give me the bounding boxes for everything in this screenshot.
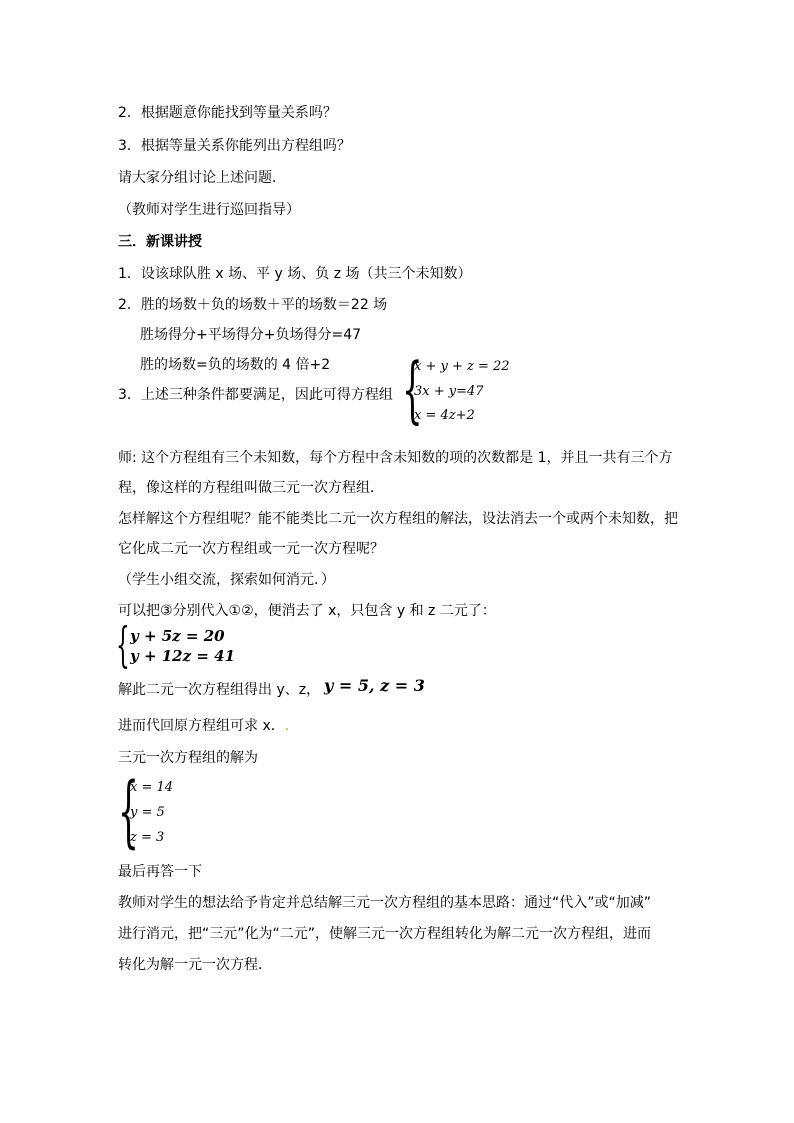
system3-eq2: y = 5 (130, 805, 165, 820)
point-1: 1．设该球队胜 x 场、平 y 场、负 z 场（共三个未知数） (118, 266, 472, 282)
system1-eq1: x + y + z = 22 (414, 359, 510, 374)
point-2: 2．胜的场数＋负的场数＋平的场数＝22 场 (118, 297, 388, 313)
how-line-1: 怎样解这个方程组呢？能不能类比二元一次方程组的解法，设法消去一个或两个未知数，把 (118, 511, 678, 527)
substitute-line: 可以把③分别代入①②，便消去了 x，只包含 y 和 z 二元了： (118, 603, 496, 619)
question-3: 3．根据等量关系你能列出方程组吗？ (118, 138, 351, 154)
how-line-2: 它化成二元一次方程组或一元一次方程呢？ (118, 541, 384, 557)
system3-eq1: x = 14 (130, 780, 174, 795)
summary-line-1: 教师对学生的想法给予肯定并总结解三元一次方程组的基本思路：通过“代入”或“加减” (118, 895, 652, 911)
point-3: 3．上述三种条件都要满足，因此可得方程组 (118, 387, 393, 403)
discuss-text: 请大家分组讨论上述问题． (118, 170, 286, 186)
yz-solution: y = 5, z = 3 (324, 676, 425, 695)
brace-system-1: { (402, 347, 423, 431)
point-2a: 胜场得分+平场得分+负场得分=47 (140, 327, 362, 343)
brace-system-3: { (118, 767, 139, 857)
solve-line: 解此二元一次方程组得出 y、z， (118, 682, 321, 698)
question-2: 2．根据题意你能找到等量关系吗？ (118, 105, 337, 121)
brace-system-2: { (116, 617, 130, 673)
stray-dot: . (284, 718, 290, 734)
system1-eq2: 3x + y=47 (414, 384, 484, 399)
point-2b: 胜的场数=负的场数的 4 倍+2 (140, 357, 331, 373)
summary-line-2: 进行消元，把“三元”化为“二元”，使解三元一次方程组转化为解二元一次方程组，进而 (118, 926, 652, 942)
system3-eq3: z = 3 (130, 830, 165, 845)
system1-eq3: x = 4z+2 (414, 408, 475, 423)
summary-line-3: 转化为解一元一次方程． (118, 957, 272, 973)
solution-title: 三元一次方程组的解为 (118, 750, 258, 766)
system2-eq2: y + 12z = 41 (130, 647, 236, 665)
back-substitute-line: 进而代回原方程组可求 x．. (118, 718, 290, 734)
teacher-guide-text: （教师对学生进行巡回指导） (118, 202, 300, 218)
teacher-line-1: 师: 这个方程组有三个未知数，每个方程中含未知数的项的次数都是 1，并且一共有三个方 (118, 450, 673, 466)
system2-eq1: y + 5z = 20 (130, 627, 225, 645)
section-heading: 三．新课讲授 (118, 234, 202, 250)
teacher-line-2: 程，像这样的方程组叫做三元一次方程组． (118, 480, 384, 496)
final-answer-line: 最后再答一下 (118, 864, 202, 880)
student-discuss: （学生小组交流，探索如何消元．） (118, 572, 335, 588)
